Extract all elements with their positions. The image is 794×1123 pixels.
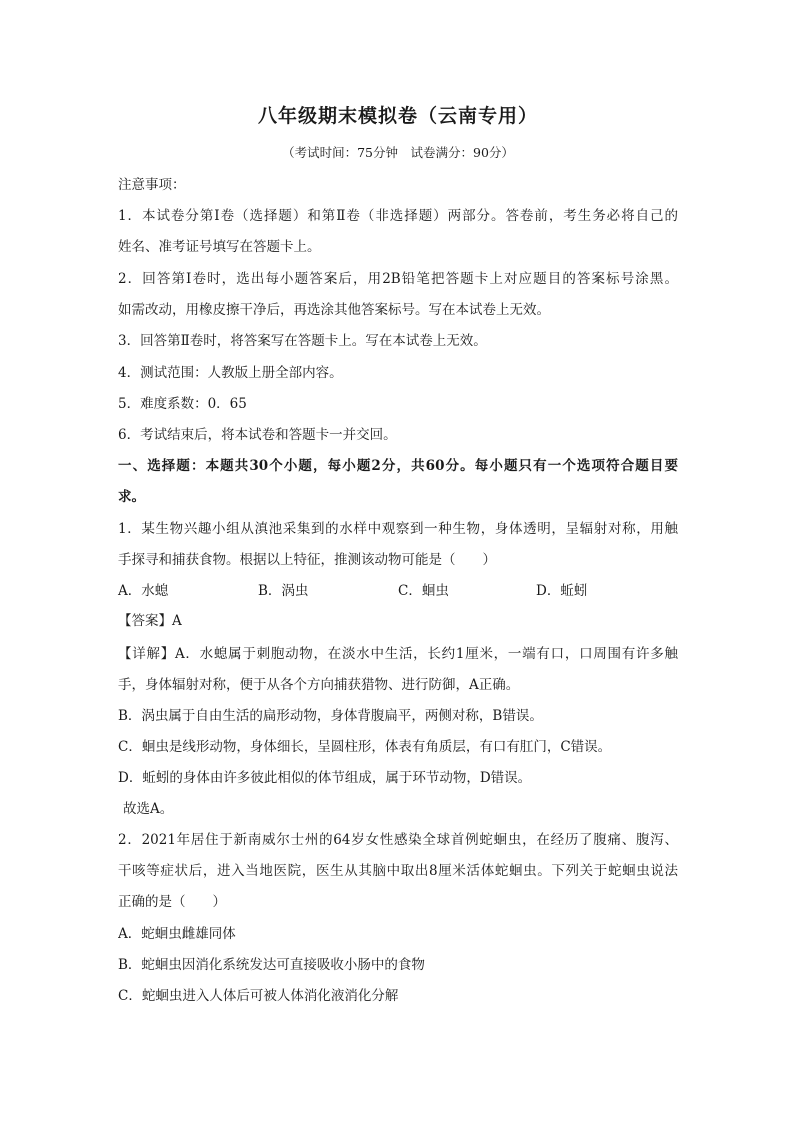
section-heading-cont: 求。 <box>118 489 145 505</box>
note-line: 5．难度系数：0．65 <box>118 396 247 412</box>
question-stem: 手探寻和捕获食物。根据以上特征，推测该动物可能是（ ） <box>118 552 496 568</box>
option-c: C．蛔虫 <box>398 583 449 599</box>
option-a: A．水螅 <box>118 583 169 599</box>
explanation-line: B．涡虫属于自由生活的扁形动物，身体背腹扁平，两侧对称，B错误。 <box>118 708 543 724</box>
question-stem: 正确的是（ ） <box>118 894 226 910</box>
question-stem: 1．某生物兴趣小组从滇池采集到的水样中观察到一种生物，身体透明，呈辐射对称，用触 <box>118 521 678 537</box>
explanation-conclusion: 故选A。 <box>123 801 174 817</box>
question-stem: 2．2021年居住于新南威尔士州的64岁女性感染全球首例蛇蛔虫，在经历了腹痛、腹泻、 <box>118 832 678 848</box>
note-line: 2．回答第Ⅰ卷时，选出每小题答案后，用2B铅笔把答题卡上对应题目的答案标号涂黑。 <box>118 271 678 287</box>
option-c: C．蛇蛔虫进入人体后可被人体消化液消化分解 <box>118 988 399 1004</box>
question-stem: 干咳等症状后，进入当地医院，医生从其脑中取出8厘米活体蛇蛔虫。下列关于蛇蛔虫说法 <box>118 863 678 879</box>
note-line: 3．回答第Ⅱ卷时，将答案写在答题卡上。写在本试卷上无效。 <box>118 333 487 349</box>
note-line: 1．本试卷分第Ⅰ卷（选择题）和第Ⅱ卷（非选择题）两部分。答卷前，考生务必将自己的 <box>118 208 678 224</box>
answer-label: 【答案】A <box>118 613 182 629</box>
question-options <box>118 580 678 602</box>
note-line: 6．考试结束后，将本试卷和答题卡一并交回。 <box>118 427 397 443</box>
option-b: B．涡虫 <box>258 583 309 599</box>
exam-info: （考试时间：75分钟 试卷满分：90分） <box>282 145 514 160</box>
note-line: 如需改动，用橡皮擦干净后，再选涂其他答案标号。写在本试卷上无效。 <box>118 302 550 318</box>
note-line: 姓名、准考证号填写在答题卡上。 <box>118 239 321 255</box>
section-heading: 一、选择题：本题共30个小题，每小题2分，共60分。每小题只有一个选项符合题目要 <box>118 458 678 474</box>
explanation-line: C．蛔虫是线形动物，身体细长，呈圆柱形，体表有角质层，有口有肛门，C错误。 <box>118 739 612 755</box>
notes-heading: 注意事项： <box>118 177 186 193</box>
note-line: 4．测试范围：人教版上册全部内容。 <box>118 365 343 381</box>
explanation-line: 手，身体辐射对称，便于从各个方向捕获猎物、进行防御，A正确。 <box>118 677 520 693</box>
option-d: D．蚯蚓 <box>536 583 588 599</box>
page-title: 八年级期末模拟卷（云南专用） <box>257 105 538 127</box>
explanation-line: 【详解】A．水螅属于刺胞动物，在淡水中生活，长约1厘米，一端有口，口周围有许多触 <box>118 646 678 662</box>
exam-page <box>118 0 678 1123</box>
option-a: A．蛇蛔虫雌雄同体 <box>118 926 236 942</box>
explanation-line: D．蚯蚓的身体由许多彼此相似的体节组成，属于环节动物，D错误。 <box>118 770 532 786</box>
option-b: B．蛇蛔虫因消化系统发达可直接吸收小肠中的食物 <box>118 957 425 973</box>
